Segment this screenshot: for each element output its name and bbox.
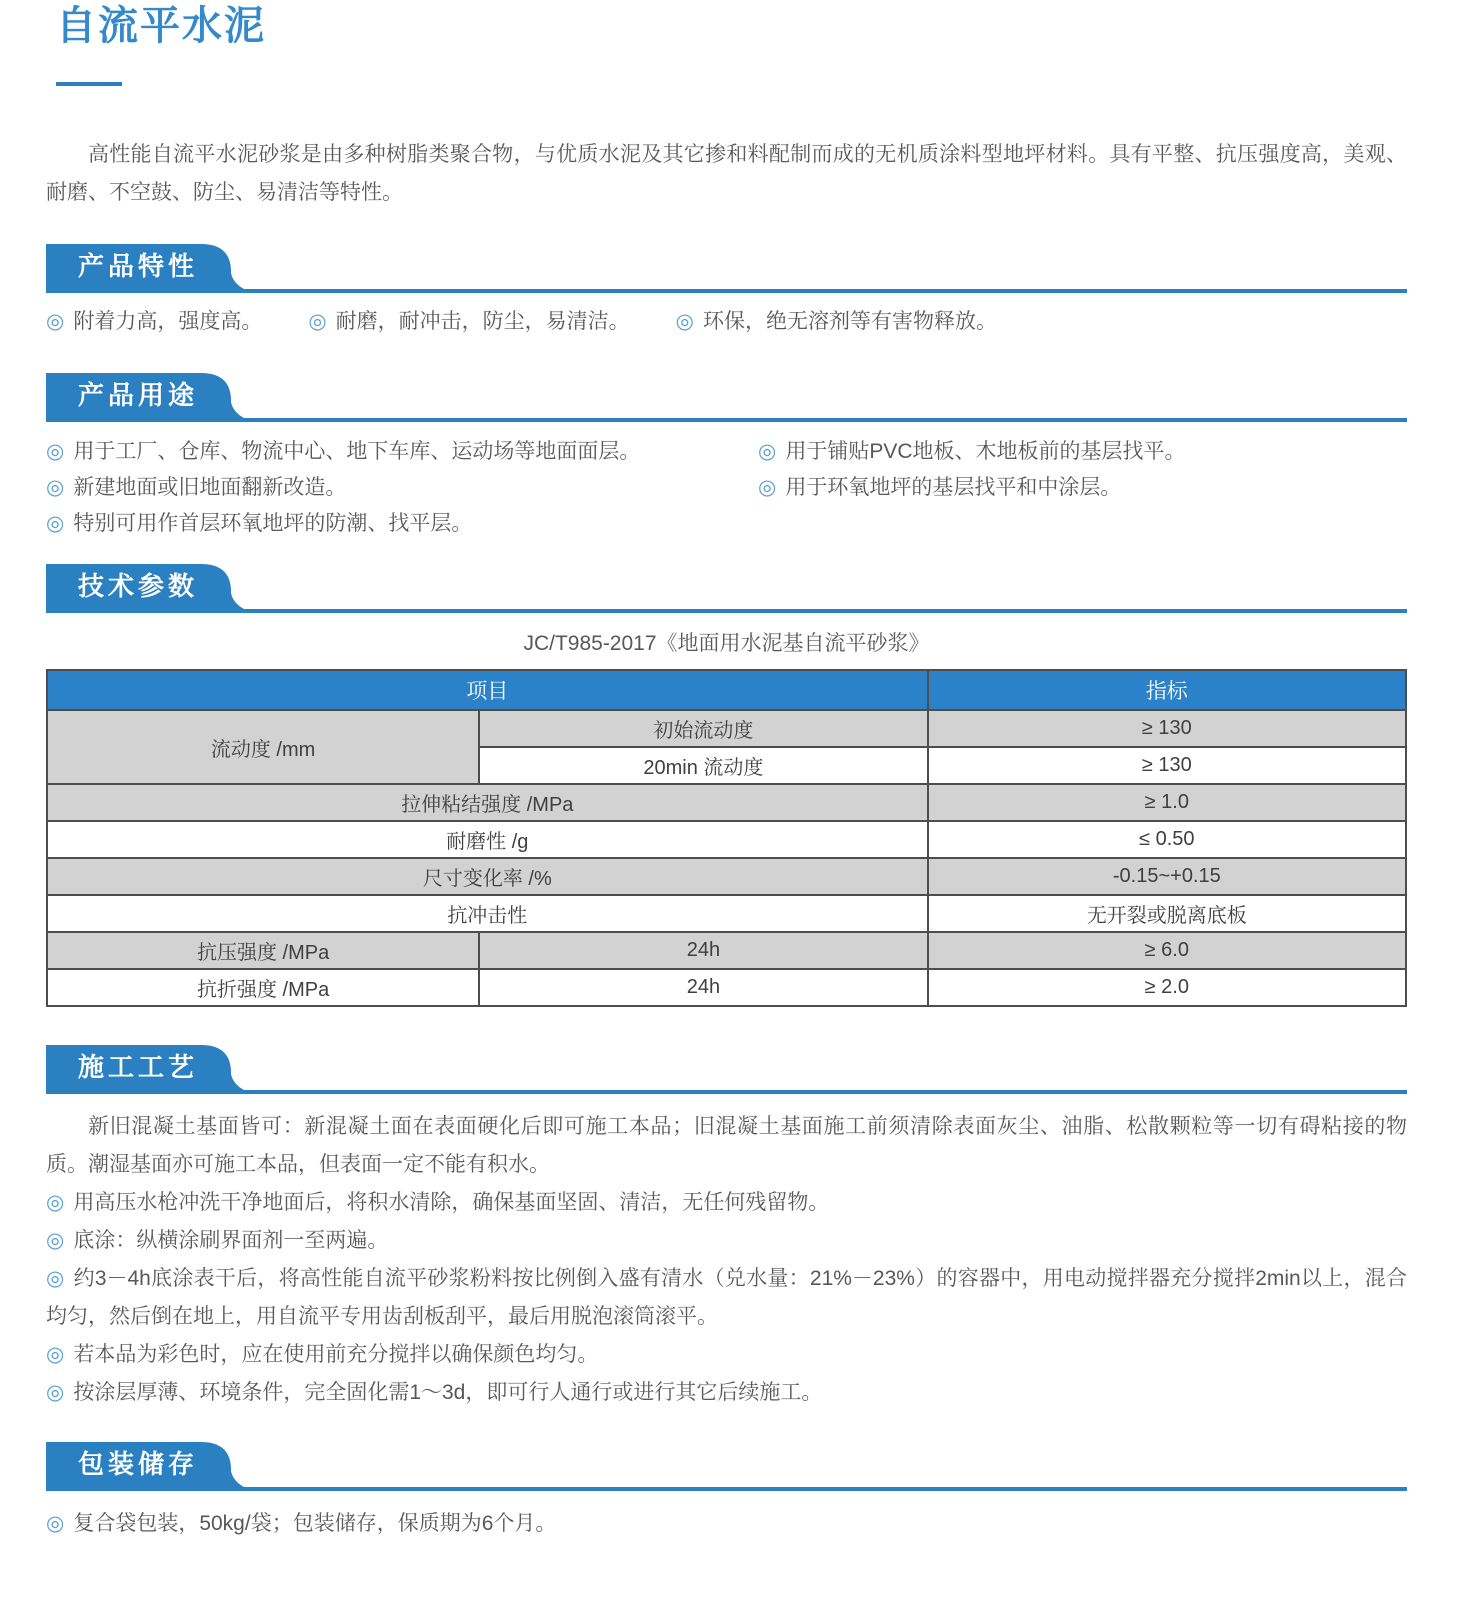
section-tab [46, 1442, 244, 1487]
section-header-tech-params [46, 564, 1407, 613]
page-title: 自流平水泥 [56, 4, 266, 48]
cell-tensile-value: ≥ 1.0 [928, 784, 1406, 821]
section-uses [46, 373, 1407, 542]
list-item-text: 用高压水枪冲洗干净地面后，将积水清除，确保基面坚固、清洁，无任何残留物。 [73, 1191, 830, 1214]
list-item [46, 1184, 1407, 1222]
bullseye-bullet-icon: ◎ [46, 476, 65, 499]
cell-impact-label: 抗冲击性 [47, 895, 928, 932]
uses-left-column [46, 434, 758, 542]
list-item [676, 303, 997, 341]
cell-flow-20min-value: ≥ 130 [928, 747, 1406, 784]
cell-flexural-value: ≥ 2.0 [928, 969, 1406, 1006]
bullseye-bullet-icon: ◎ [46, 440, 65, 463]
intro-paragraph: 高性能自流平水泥砂浆是由多种树脂类聚合物，与优质水泥及其它掺和料配制而成的无机质涂料型地坪材料。具有平整、抗压强度高，美观、耐磨、不空鼓、防尘、易清洁等特性。 [46, 143, 1407, 204]
cell-flow-20min: 20min 流动度 [479, 747, 927, 784]
cell-compressive-time: 24h [479, 932, 927, 969]
section-header-features [46, 244, 1407, 293]
list-item [758, 470, 1407, 506]
list-item [46, 470, 758, 506]
list-item [46, 1260, 1407, 1336]
section-tab [46, 564, 244, 609]
list-item-text: 附着力高，强度高。 [73, 310, 263, 333]
table-row [47, 784, 1406, 821]
column-header-item: 项目 [47, 670, 928, 710]
title-underline [56, 82, 122, 86]
list-item [46, 1505, 1407, 1543]
bullseye-bullet-icon: ◎ [675, 310, 694, 333]
cell-flow-initial: 初始流动度 [479, 710, 927, 747]
uses-list [46, 422, 1407, 542]
list-item-text: 用于工厂、仓库、物流中心、地下车库、运动场等地面面层。 [73, 440, 641, 463]
bullseye-bullet-icon: ◎ [308, 310, 327, 333]
section-packaging [46, 1442, 1407, 1543]
process-paragraph: 新旧混凝土基面皆可：新混凝土面在表面硬化后即可施工本品；旧混凝土基面施工前须清除表面灰尘、油脂、松散颗粒等一切有碍粘接的物质。潮湿基面亦可施工本品，但表面一定不能有积水。 [46, 1115, 1407, 1176]
list-item-text: 按涂层厚薄、环境条件，完全固化需1～3d，即可行人通行或进行其它后续施工。 [73, 1381, 823, 1404]
features-list [46, 293, 1407, 341]
process-list [46, 1184, 1407, 1412]
list-item-text: 约3－4h底涂表干后，将高性能自流平砂浆粉料按比例倒入盛有清水（兑水量：21%－23%）的容器中，用电动搅拌器充分搅拌2min以上，混合均匀，然后倒在地上，用自流平专用齿刮板刮平，最后用脱泡滚筒滚平。 [46, 1267, 1407, 1328]
list-item [46, 506, 758, 542]
section-title: 包装储存 [78, 1449, 199, 1479]
bullseye-bullet-icon: ◎ [46, 310, 65, 333]
list-item [758, 434, 1407, 470]
section-features [46, 244, 1407, 341]
list-item [308, 303, 629, 341]
section-tech-params [46, 564, 1407, 1007]
section-tab [46, 373, 244, 418]
list-item-text: 环保，绝无溶剂等有害物释放。 [702, 310, 997, 333]
standard-reference: JC/T985-2017《地面用水泥基自流平砂浆》 [523, 632, 930, 655]
tech-params-table [46, 669, 1407, 1007]
cell-dimension-label: 尺寸变化率 /% [47, 858, 928, 895]
section-title: 施工工艺 [78, 1052, 199, 1082]
list-item-text: 新建地面或旧地面翻新改造。 [73, 476, 347, 499]
section-tab [46, 244, 244, 289]
list-item [46, 434, 758, 470]
table-row [47, 858, 1406, 895]
cell-flow-initial-value: ≥ 130 [928, 710, 1406, 747]
bullseye-bullet-icon: ◎ [46, 1267, 65, 1290]
section-header-process [46, 1045, 1407, 1094]
section-title: 产品用途 [78, 380, 199, 410]
bullseye-bullet-icon: ◎ [46, 1381, 65, 1404]
cell-flexural-time: 24h [479, 969, 927, 1006]
bullseye-bullet-icon: ◎ [46, 1343, 65, 1366]
table-row [47, 969, 1406, 1006]
list-item [46, 1374, 1407, 1412]
column-header-index: 指标 [928, 670, 1406, 710]
list-item-text: 若本品为彩色时，应在使用前充分搅拌以确保颜色均匀。 [73, 1343, 599, 1366]
table-row [47, 932, 1406, 969]
bullseye-bullet-icon: ◎ [758, 476, 777, 499]
list-item-text: 用于铺贴PVC地板、木地板前的基层找平。 [785, 440, 1186, 463]
list-item-text: 复合袋包装，50kg/袋；包装储存，保质期为6个月。 [73, 1512, 557, 1535]
table-row [47, 895, 1406, 932]
section-title: 技术参数 [78, 571, 199, 601]
cell-tensile-label: 拉伸粘结强度 /MPa [47, 784, 928, 821]
section-tab [46, 1045, 244, 1090]
bullseye-bullet-icon: ◎ [46, 1229, 65, 1252]
section-header-packaging [46, 1442, 1407, 1491]
list-item [46, 1222, 1407, 1260]
cell-dimension-value: -0.15~+0.15 [928, 858, 1406, 895]
list-item-text: 底涂：纵横涂刷界面剂一至两遍。 [73, 1229, 389, 1252]
bullseye-bullet-icon: ◎ [758, 440, 777, 463]
bullseye-bullet-icon: ◎ [46, 512, 65, 535]
cell-compressive-label: 抗压强度 /MPa [47, 932, 479, 969]
cell-flow-label: 流动度 /mm [47, 710, 479, 784]
list-item-text: 特别可用作首层环氧地坪的防潮、找平层。 [73, 512, 473, 535]
section-title: 产品特性 [78, 251, 199, 281]
table-header-row [47, 670, 1406, 710]
table-row [47, 710, 1406, 747]
bullseye-bullet-icon: ◎ [46, 1191, 65, 1214]
list-item [46, 1336, 1407, 1374]
cell-flexural-label: 抗折强度 /MPa [47, 969, 479, 1006]
packaging-list [46, 1491, 1407, 1543]
table-row [47, 821, 1406, 858]
cell-abrasion-label: 耐磨性 /g [47, 821, 928, 858]
section-process [46, 1045, 1407, 1412]
list-item-text: 耐磨，耐冲击，防尘，易清洁。 [335, 310, 630, 333]
uses-right-column [758, 434, 1407, 542]
cell-impact-value: 无开裂或脱离底板 [928, 895, 1406, 932]
bullseye-bullet-icon: ◎ [46, 1512, 65, 1535]
cell-compressive-value: ≥ 6.0 [928, 932, 1406, 969]
cell-abrasion-value: ≤ 0.50 [928, 821, 1406, 858]
section-header-uses [46, 373, 1407, 422]
list-item-text: 用于环氧地坪的基层找平和中涂层。 [785, 476, 1122, 499]
list-item [46, 303, 262, 341]
